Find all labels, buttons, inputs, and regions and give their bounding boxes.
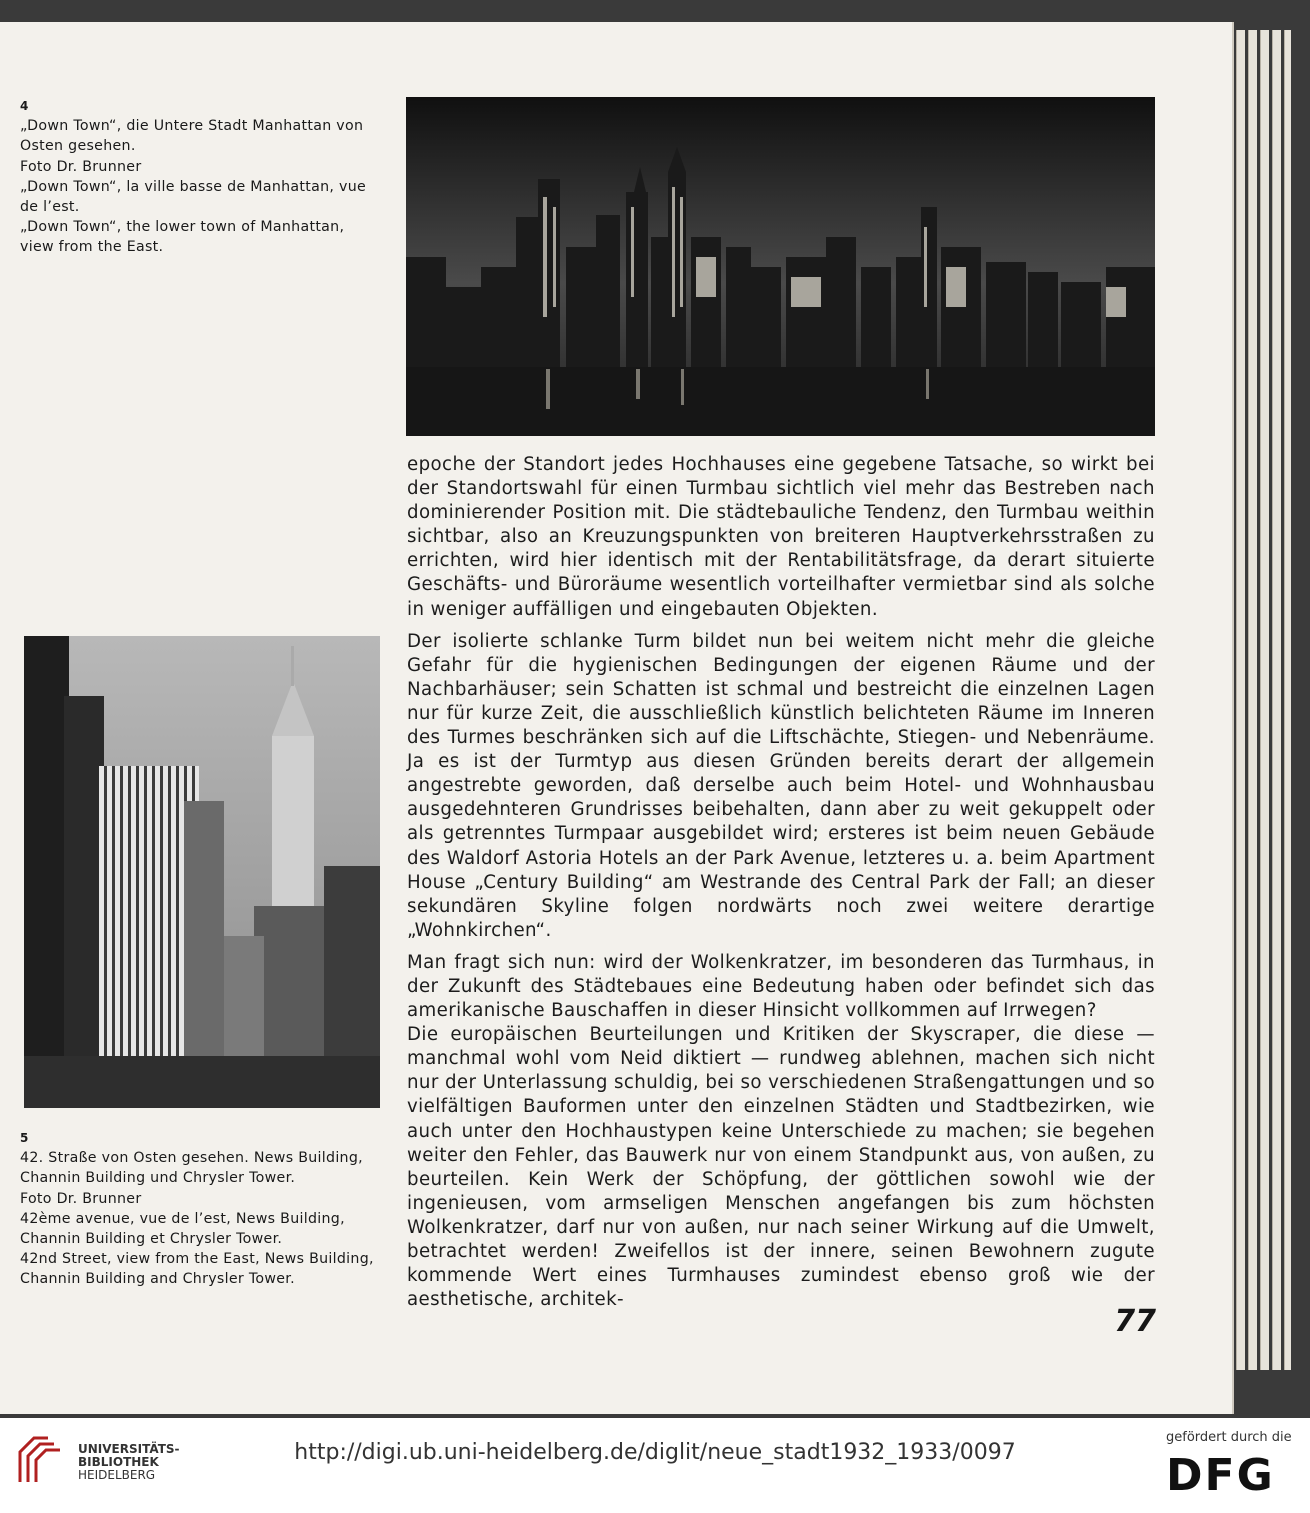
caption-german: 42. Straße von Osten gesehen. News Building, Channin Building und Chrysler Tower. <box>20 1150 363 1187</box>
caption-french: „Down Town“, la ville basse de Manhattan, vue de l’est. <box>20 178 367 216</box>
paragraph: Der isolierte schlanke Turm bildet nun bei weitem nicht mehr die gleiche Gefahr für die hygienischen Bedingungen der eigenen Räume und der Nachbarhäuser; sein Schatten ist schmal und bestreicht die einzelnen Lagen nur für kurze Zeit, die ausschließlich künstlich belichteten Räume im Inneren des Turmes beschränken sich auf die Liftschächte, Stiegen- und Nebenräume. Ja es ist der Turmtyp aus diesen Gründen bereits derart der allgemein angestrebte geworden, daß derselbe auch beim Hotel- und Wohnhausbau ausgedehnteren Grundrisses beibehalten, dann aber zu weit gekuppelt oder als getrenntes Turmpaar ausgebildet wird; ersteres ist beim neuen Gebäude des Waldorf Astoria Hotels an der Park Avenue, letzteres u. a. beim Apartment House „Century Building“ am Westrande des Central Park der Fall; an dieser sekundären Skyline folgen nordwärts noch zwei weitere derartige „Wohnkirchen“. <box>407 630 1155 941</box>
book-page <box>0 22 1234 1414</box>
figure-number: 5 <box>20 1131 29 1145</box>
page-edge <box>1260 30 1269 1370</box>
paragraph: Man fragt sich nun: wird der Wolkenkratzer, im besonderen das Turmhaus, in der Zukunft des Städtebaues eine Bedeutung haben oder befindet sich das amerikanische Bauschaffen in dieser Hinsicht vollkommen auf Irrwegen? <box>407 951 1155 1022</box>
figure-4-caption <box>20 96 382 258</box>
library-name <box>78 1443 180 1482</box>
library-name-line: HEIDELBERG <box>78 1468 156 1482</box>
caption-french: 42ème avenue, vue de l’est, News Building, Channin Building et Chrysler Tower. <box>20 1210 345 1248</box>
digitization-footer <box>0 1418 1310 1513</box>
figure-5-caption <box>20 1128 382 1290</box>
caption-english: 42nd Street, view from the East, News Building, Channin Building and Chrysler Tower. <box>20 1251 374 1288</box>
page-edge <box>1284 30 1291 1370</box>
downtown-skyline-photo <box>406 97 1155 436</box>
caption-german: „Down Town“, die Untere Stadt Manhattan von Osten gesehen. <box>20 118 364 155</box>
funding-label: gefördert durch die <box>1166 1430 1292 1445</box>
caption-credit: Foto Dr. Brunner <box>20 158 142 175</box>
page-edge <box>1272 30 1281 1370</box>
library-name-line: UNIVERSITÄTS- <box>78 1442 180 1456</box>
page-number: 77 <box>1114 1304 1156 1339</box>
42nd-street-photo <box>24 636 380 1108</box>
dfg-logo: DFG <box>1166 1450 1275 1501</box>
page-edge <box>1248 30 1257 1370</box>
paragraph: epoche der Standort jedes Hochhauses eine gegebene Tatsache, so wirkt bei der Standortswahl für einen Turmbau sichtlich viel mehr das Bestreben nach dominierender Position mit. Die städtebauliche Tendenz, den Turmbau weithin sichtbar, also an Kreuzungspunkten von breiteren Hauptverkehrsstraßen zu errichten, wird hier identisch mit der Rentabilitätsfrage, da derart situierte Geschäfts- und Büroräume wesentlich vorteilhafter vermietbar sind als solche in weniger auffälligen und eingebauten Objekten. <box>407 454 1155 620</box>
paragraph: Die europäischen Beurteilungen und Kritiken der Skyscraper, die diese — manchmal wohl vom Neid diktiert — rundweg ablehnen, machen sich nicht nur der Unterlassung schuldig, bei so verschiedenen Straßengattungen und so vielfältigen Bauformen unter den einzelnen Städten und Stadtbezirken, wie auch unter den Hochhaustypen keine Unterschiede zu machen; sie begehen weiter den Fehler, das Bauwerk nur von einem Standpunkt aus, von außen, zu beurteilen. Kein Werk der Schöpfung, der göttlichen sowohl wie der ingenieusen, vom armseligen Menschen angefangen bis zum höchsten Wolkenkratzer, darf nur von außen, nur nach seiner Wirkung auf die Umwelt, betrachtet werden! Zweifellos ist der innere, seinen Bewohnern zugute kommende Wert eines Turmhauses zumindest ebenso groß wie der aesthetische, architek- <box>407 1024 1155 1311</box>
library-name-line: BIBLIOTHEK <box>78 1455 159 1469</box>
library-logo-icon <box>14 1432 70 1488</box>
caption-english: „Down Town“, the lower town of Manhattan, view from the East. <box>20 219 345 256</box>
body-text <box>407 453 1155 1320</box>
caption-credit: Foto Dr. Brunner <box>20 1190 142 1207</box>
permalink-url[interactable]: http://digi.ub.uni-heidelberg.de/diglit/neue_stadt1932_1933/0097 <box>294 1440 1016 1465</box>
page-edge <box>1236 30 1245 1370</box>
figure-number: 4 <box>20 99 29 113</box>
